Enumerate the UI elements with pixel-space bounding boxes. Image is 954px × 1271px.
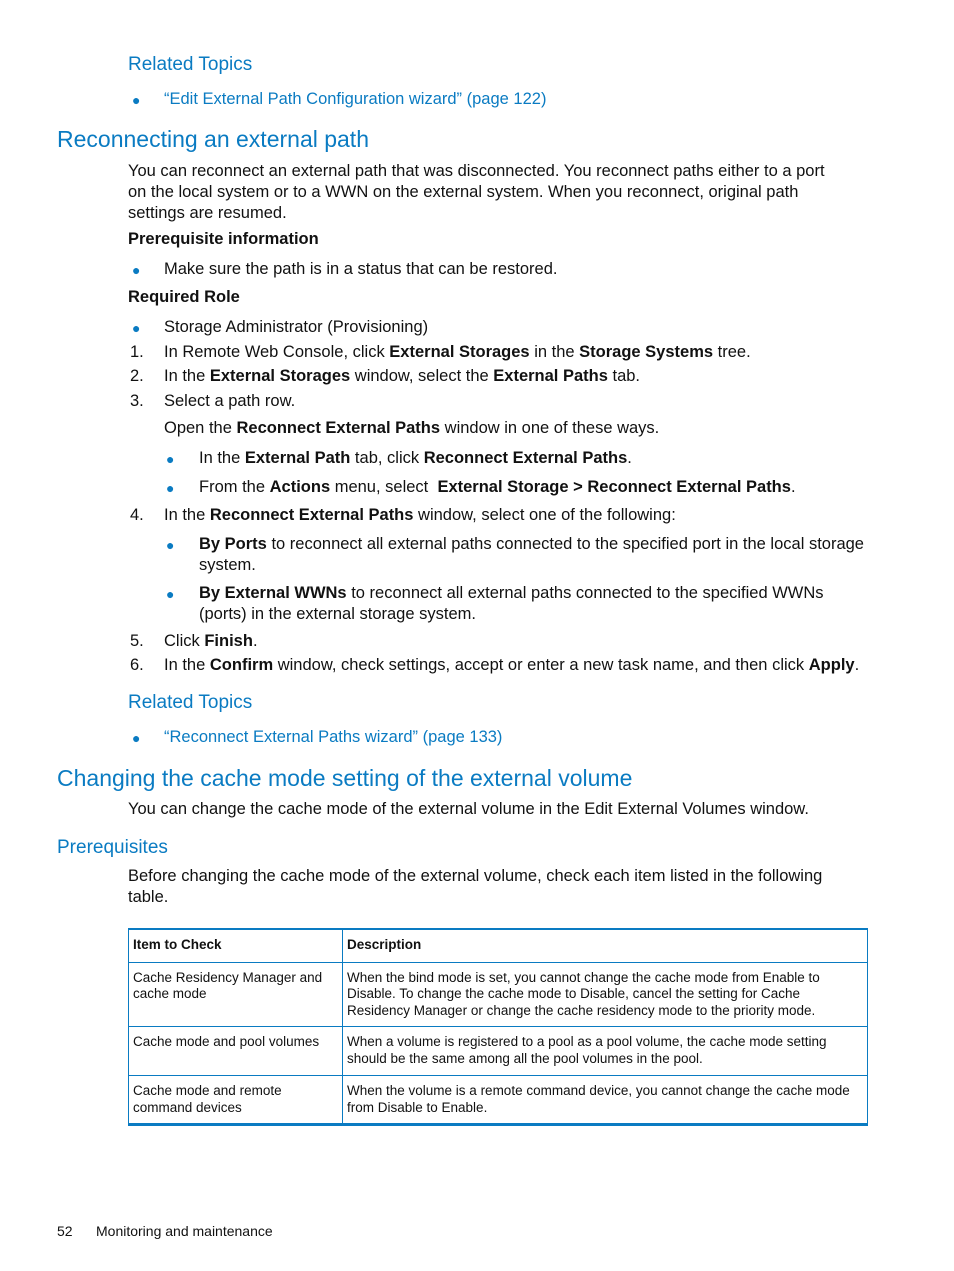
section-title-cache-mode: Changing the cache mode setting of the external volume — [57, 765, 633, 791]
role-item: Storage Administrator (Provisioning) — [164, 318, 429, 336]
related-link-edit-path-wizard[interactable]: “Edit External Path Configuration wizard” (page 122) — [164, 90, 547, 108]
footer-section: Monitoring and maintenance — [96, 1223, 273, 1239]
prerequisites-heading: Prerequisites — [57, 837, 168, 858]
prerequisite-heading: Prerequisite information — [128, 230, 319, 248]
prerequisites-table — [128, 928, 868, 1126]
step-number: 3. — [130, 392, 144, 410]
bullet-icon: ● — [132, 92, 141, 108]
step-1: In Remote Web Console, click External Storages in the Storage Systems tree. — [164, 343, 751, 361]
table-header-row — [129, 929, 868, 962]
table-cell-description: When a volume is registered to a pool as a pool volume, the cache mode setting should be the same among all the pool volumes in the pool. — [343, 1027, 868, 1076]
step-number: 1. — [130, 343, 144, 361]
table-cell-item: Cache mode and pool volumes — [129, 1027, 343, 1076]
step-4-option-wwns: By External WWNs to reconnect all external paths connected to the specified WWNs (ports) in the external storage system. — [199, 584, 824, 623]
table-row — [129, 1027, 868, 1076]
bullet-icon: ● — [166, 537, 175, 553]
step-number: 5. — [130, 632, 144, 650]
table-cell-description: When the volume is a remote command device, you cannot change the cache mode from Disable to Enable. — [343, 1076, 868, 1125]
column-header: Item to Check — [129, 929, 343, 962]
column-header: Description — [343, 929, 868, 962]
table-row — [129, 1076, 868, 1125]
bullet-icon: ● — [166, 451, 175, 467]
bullet-icon: ● — [166, 586, 175, 602]
section-intro: You can change the cache mode of the external volume in the Edit External Volumes window. — [128, 800, 809, 818]
step-2: In the External Storages window, select the External Paths tab. — [164, 367, 641, 385]
prerequisites-intro: Before changing the cache mode of the external volume, check each item listed in the following table. — [128, 867, 823, 906]
related-link-reconnect-wizard[interactable]: “Reconnect External Paths wizard” (page 133) — [164, 728, 503, 746]
related-topics-heading: Related Topics — [128, 54, 253, 75]
bullet-icon: ● — [132, 730, 141, 746]
step-number: 4. — [130, 506, 144, 524]
bullet-icon: ● — [132, 320, 141, 336]
prereq-item: Make sure the path is in a status that can be restored. — [164, 260, 558, 278]
step-3: Select a path row. — [164, 392, 296, 410]
table-row — [129, 962, 868, 1027]
step-6: In the Confirm window, check settings, accept or enter a new task name, and then click Apply. — [164, 656, 860, 674]
table-cell-item: Cache mode and remote command devices — [129, 1076, 343, 1125]
section-intro: You can reconnect an external path that was disconnected. You reconnect paths either to a port on the local system or to a WWN on the external system. When you reconnect, original path settings are resumed. — [128, 162, 825, 222]
table-cell-description: When the bind mode is set, you cannot change the cache mode from Enable to Disable. To change the cache mode to Disable, cancel the setting for Cache Residency Manager or change the cache residency mode to the priority mode. — [343, 962, 868, 1027]
step-number: 6. — [130, 656, 144, 674]
required-role-heading: Required Role — [128, 288, 240, 306]
step-3-option-2: From the Actions menu, select External Storage > Reconnect External Paths. — [199, 478, 796, 496]
bullet-icon: ● — [166, 480, 175, 496]
step-number: 2. — [130, 367, 144, 385]
table-cell-item: Cache Residency Manager and cache mode — [129, 962, 343, 1027]
section-title-reconnecting: Reconnecting an external path — [57, 126, 369, 152]
related-topics-heading: Related Topics — [128, 692, 253, 713]
bullet-icon: ● — [132, 262, 141, 278]
step-4-option-ports: By Ports to reconnect all external paths connected to the specified port in the local storage system. — [199, 535, 864, 574]
page-number: 52 — [57, 1223, 73, 1239]
step-5: Click Finish. — [164, 632, 258, 650]
step-3-open: Open the Reconnect External Paths window in one of these ways. — [164, 419, 660, 437]
step-3-option-1: In the External Path tab, click Reconnect External Paths. — [199, 449, 632, 467]
step-4: In the Reconnect External Paths window, select one of the following: — [164, 506, 676, 524]
